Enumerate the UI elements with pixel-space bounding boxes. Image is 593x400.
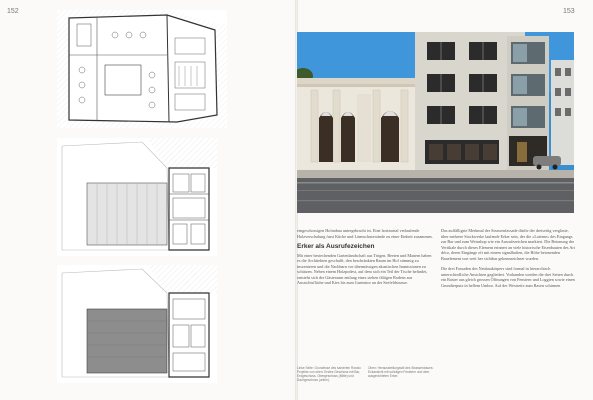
floor-plan-upper (57, 138, 217, 256)
facade-photo (297, 32, 574, 213)
body-paragraph-2: Das auffälligste Merkmal der Strassenfassade dürfte der dreiseitig verglaste, über mehrere Stockwerke laufende Erker sein, der die «Laterne» des Eingangs zur Bar und zum Weinshop wie ein Ausrufezeichen markiert. Die Betonung der Vertikale durch dieses Element erinnert an viele historische Eisenbauten des Art déco, deren Eingänge oft mit einem signalhaften, die Höhe betonenden Bauelement von weit her sichtbar gekennzeichnet wurden. (441, 228, 575, 261)
caption-right: Oben: Herausstellungsstil des Strassenbaues: Eckansicht mit schrägen Fenstern und dem ausgerichteten Erker. (368, 366, 434, 379)
intro-paragraph: eingeschossigen Hofanbau untergebracht ist. Eine horizontal verlaufende Holzverschalung fasst Küche und Lärmschutzwände zu einer Einheit zusammen. (297, 228, 433, 239)
text-column-1 (297, 228, 433, 291)
floor-plan-ground (57, 10, 227, 128)
page-number-left: 152 (7, 8, 19, 15)
body-paragraph-3: Die drei Fassaden des Neubaukörpers sind formal in hierarchisch unterschiedliche Ansichten gegliedert. Vorhanden werden die drei Seiten durch ein Raster aus gleich grossen Öffnungen von Fenstern und Loggien sowie einen Grundierputz in hellem Umbra. Auf der Westseite zum Rasen schirmen (441, 266, 575, 288)
caption-left: Linke Seite: Grundrisse des sanierten Rossio Projekts von oben: Erstes Geschoss mit Bar, Erdgeschoss, Obergeschoss (Mitte) und Dachgeschoss (unten). (297, 366, 361, 383)
body-paragraph-1: Mit einer bestechenden Gartenlandschaft aus Trögen, Beeten und Mauern haben es die Architekten geschafft, den beschränkten Raum im Hof stimmig zu inszenieren und die Nachbarn vor übermässigen akustischen Immissionen zu schützen. Neben einem Holzpodest, auf dem sich ein Teil der Tische befindet, entsteht sich der Gästeraum entlang eines sieben fältigen Bodens aus Aussichtsfläche und Kies bis zum Gartentor an der Seefeldstrasse. (297, 252, 432, 285)
floor-plan-top (57, 265, 217, 383)
text-column-2 (441, 228, 575, 293)
page-number-right: 153 (563, 8, 575, 15)
section-heading: Erker als Ausrufezeichen (297, 243, 375, 250)
